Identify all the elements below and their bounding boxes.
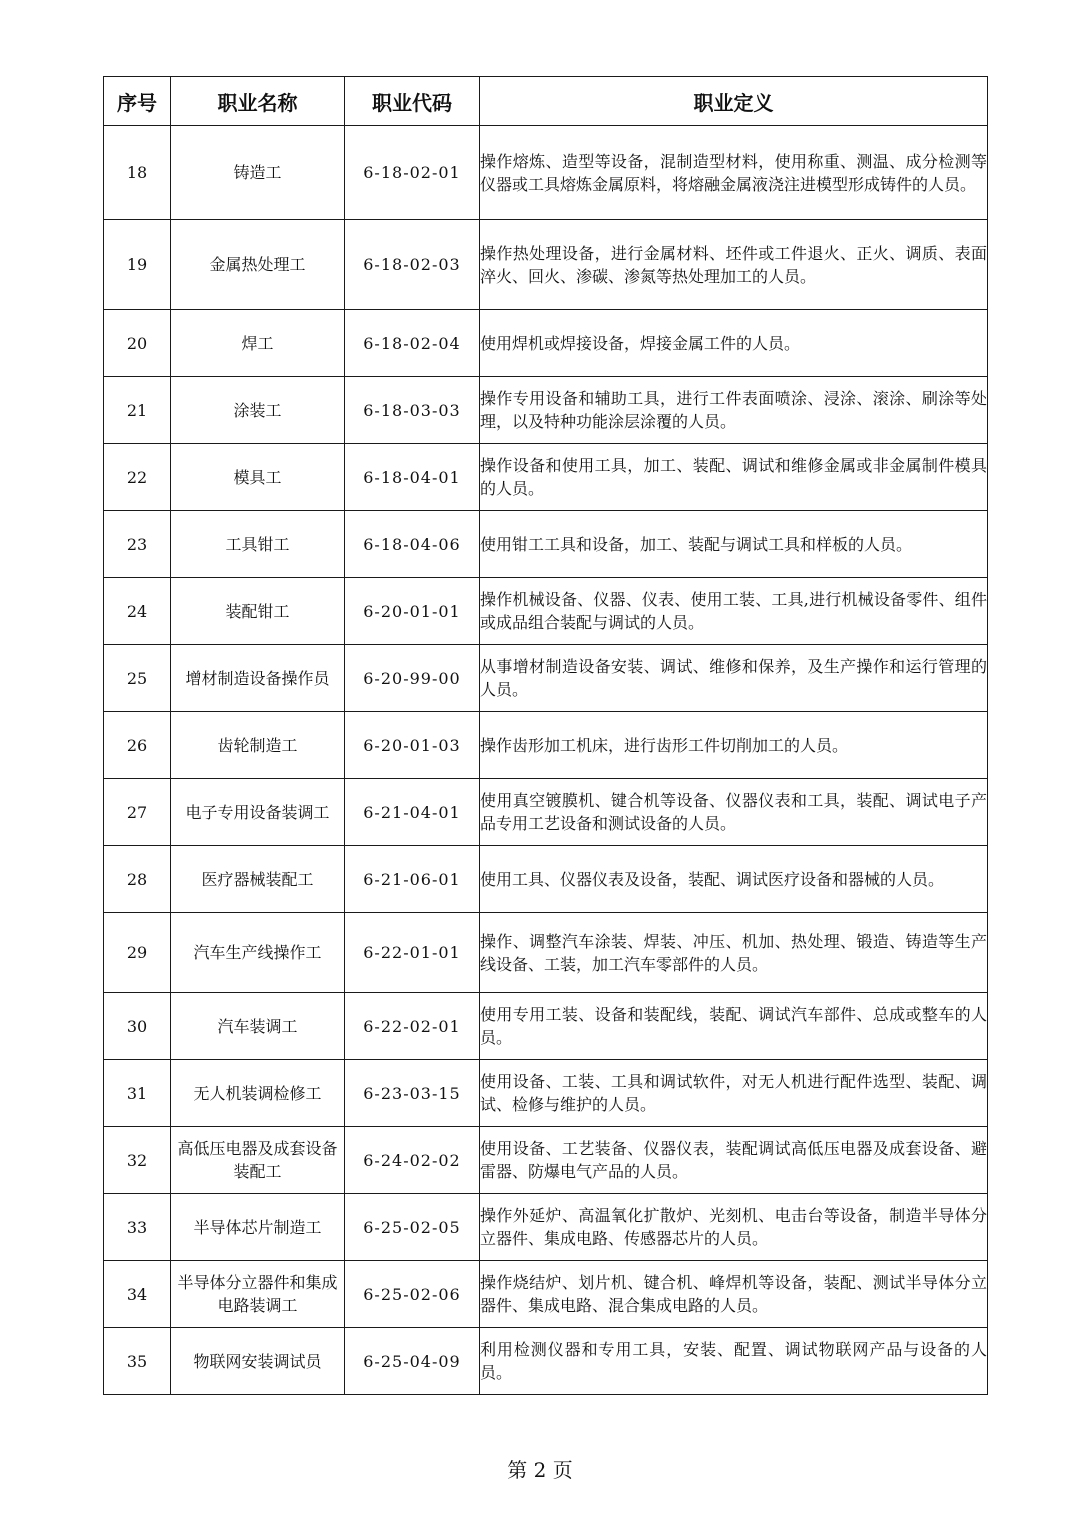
row-seq: 30	[104, 993, 171, 1060]
row-definition: 操作外延炉、高温氧化扩散炉、光刻机、电击台等设备，制造半导体分立器件、集成电路、传感器芯片的人员。	[480, 1194, 988, 1261]
table-row	[104, 377, 988, 444]
row-seq: 25	[104, 645, 171, 712]
row-seq: 28	[104, 846, 171, 913]
row-code: 6-23-03-15	[345, 1060, 480, 1127]
row-seq: 23	[104, 511, 171, 578]
row-code: 6-25-04-09	[345, 1328, 480, 1395]
row-code: 6-18-04-06	[345, 511, 480, 578]
row-seq: 20	[104, 310, 171, 377]
table-row	[104, 779, 988, 846]
table-row	[104, 913, 988, 993]
row-code: 6-25-02-05	[345, 1194, 480, 1261]
row-code: 6-20-99-00	[345, 645, 480, 712]
table-row	[104, 1328, 988, 1395]
row-name: 齿轮制造工	[171, 712, 345, 779]
row-definition: 使用专用工装、设备和装配线，装配、调试汽车部件、总成或整车的人员。	[480, 993, 988, 1060]
table-row	[104, 126, 988, 220]
row-name: 电子专用设备装调工	[171, 779, 345, 846]
row-name: 物联网安装调试员	[171, 1328, 345, 1395]
row-definition: 使用工具、仪器仪表及设备，装配、调试医疗设备和器械的人员。	[480, 846, 988, 913]
row-code: 6-24-02-02	[345, 1127, 480, 1194]
row-code: 6-25-02-06	[345, 1261, 480, 1328]
table-row	[104, 511, 988, 578]
row-name: 金属热处理工	[171, 220, 345, 310]
row-name: 模具工	[171, 444, 345, 511]
table-row	[104, 712, 988, 779]
row-code: 6-22-01-01	[345, 913, 480, 993]
row-name: 铸造工	[171, 126, 345, 220]
row-name: 增材制造设备操作员	[171, 645, 345, 712]
row-code: 6-22-02-01	[345, 993, 480, 1060]
row-code: 6-21-06-01	[345, 846, 480, 913]
row-seq: 29	[104, 913, 171, 993]
row-definition: 使用设备、工装、工具和调试软件，对无人机进行配件选型、装配、调试、检修与维护的人员。	[480, 1060, 988, 1127]
row-name: 无人机装调检修工	[171, 1060, 345, 1127]
table-row	[104, 444, 988, 511]
row-code: 6-21-04-01	[345, 779, 480, 846]
occupation-table	[103, 76, 988, 1395]
row-code: 6-20-01-03	[345, 712, 480, 779]
row-seq: 26	[104, 712, 171, 779]
row-definition: 操作设备和使用工具，加工、装配、调试和维修金属或非金属制件模具的人员。	[480, 444, 988, 511]
row-name: 汽车生产线操作工	[171, 913, 345, 993]
row-definition: 操作专用设备和辅助工具，进行工件表面喷涂、浸涂、滚涂、刷涂等处理，以及特种功能涂层涂覆的人员。	[480, 377, 988, 444]
row-seq: 35	[104, 1328, 171, 1395]
table-row	[104, 310, 988, 377]
table-row	[104, 645, 988, 712]
row-seq: 24	[104, 578, 171, 645]
page-number: 第 2 页	[507, 1458, 573, 1482]
header-seq: 序号	[104, 77, 171, 126]
row-code: 6-18-04-01	[345, 444, 480, 511]
row-definition: 使用设备、工艺装备、仪器仪表，装配调试高低压电器及成套设备、避雷器、防爆电气产品的人员。	[480, 1127, 988, 1194]
row-definition: 操作、调整汽车涂装、焊装、冲压、机加、热处理、锻造、铸造等生产线设备、工装，加工汽车零部件的人员。	[480, 913, 988, 993]
table-row	[104, 846, 988, 913]
table-row	[104, 578, 988, 645]
row-name: 装配钳工	[171, 578, 345, 645]
table-row	[104, 1060, 988, 1127]
row-definition: 操作热处理设备，进行金属材料、坯件或工件退火、正火、调质、表面淬火、回火、渗碳、渗氮等热处理加工的人员。	[480, 220, 988, 310]
row-seq: 19	[104, 220, 171, 310]
row-definition: 使用钳工工具和设备，加工、装配与调试工具和样板的人员。	[480, 511, 988, 578]
header-code: 职业代码	[345, 77, 480, 126]
row-seq: 34	[104, 1261, 171, 1328]
table-row	[104, 993, 988, 1060]
row-seq: 32	[104, 1127, 171, 1194]
row-definition: 操作烧结炉、划片机、键合机、峰焊机等设备，装配、测试半导体分立器件、集成电路、混合集成电路的人员。	[480, 1261, 988, 1328]
table-row	[104, 1194, 988, 1261]
table-header-row	[104, 77, 988, 126]
row-name: 汽车装调工	[171, 993, 345, 1060]
row-code: 6-18-02-01	[345, 126, 480, 220]
header-name: 职业名称	[171, 77, 345, 126]
row-name: 高低压电器及成套设备装配工	[171, 1127, 345, 1194]
row-definition: 使用真空镀膜机、键合机等设备、仪器仪表和工具，装配、调试电子产品专用工艺设备和测试设备的人员。	[480, 779, 988, 846]
row-seq: 27	[104, 779, 171, 846]
row-definition: 利用检测仪器和专用工具，安装、配置、调试物联网产品与设备的人员。	[480, 1328, 988, 1395]
row-seq: 33	[104, 1194, 171, 1261]
row-code: 6-18-02-03	[345, 220, 480, 310]
table-row	[104, 220, 988, 310]
row-seq: 31	[104, 1060, 171, 1127]
row-seq: 22	[104, 444, 171, 511]
row-definition: 使用焊机或焊接设备，焊接金属工件的人员。	[480, 310, 988, 377]
row-name: 焊工	[171, 310, 345, 377]
row-name: 工具钳工	[171, 511, 345, 578]
row-code: 6-18-02-04	[345, 310, 480, 377]
row-seq: 21	[104, 377, 171, 444]
row-seq: 18	[104, 126, 171, 220]
table-row	[104, 1127, 988, 1194]
header-definition: 职业定义	[480, 77, 988, 126]
row-definition: 操作齿形加工机床，进行齿形工件切削加工的人员。	[480, 712, 988, 779]
row-name: 半导体分立器件和集成电路装调工	[171, 1261, 345, 1328]
row-name: 半导体芯片制造工	[171, 1194, 345, 1261]
row-name: 医疗器械装配工	[171, 846, 345, 913]
row-definition: 从事增材制造设备安装、调试、维修和保养，及生产操作和运行管理的人员。	[480, 645, 988, 712]
row-definition: 操作熔炼、造型等设备，混制造型材料，使用称重、测温、成分检测等仪器或工具熔炼金属原料，将熔融金属液浇注进模型形成铸件的人员。	[480, 126, 988, 220]
row-code: 6-20-01-01	[345, 578, 480, 645]
table-row	[104, 1261, 988, 1328]
row-code: 6-18-03-03	[345, 377, 480, 444]
row-definition: 操作机械设备、仪器、仪表、使用工装、工具,进行机械设备零件、组件或成品组合装配与调试的人员。	[480, 578, 988, 645]
row-name: 涂装工	[171, 377, 345, 444]
